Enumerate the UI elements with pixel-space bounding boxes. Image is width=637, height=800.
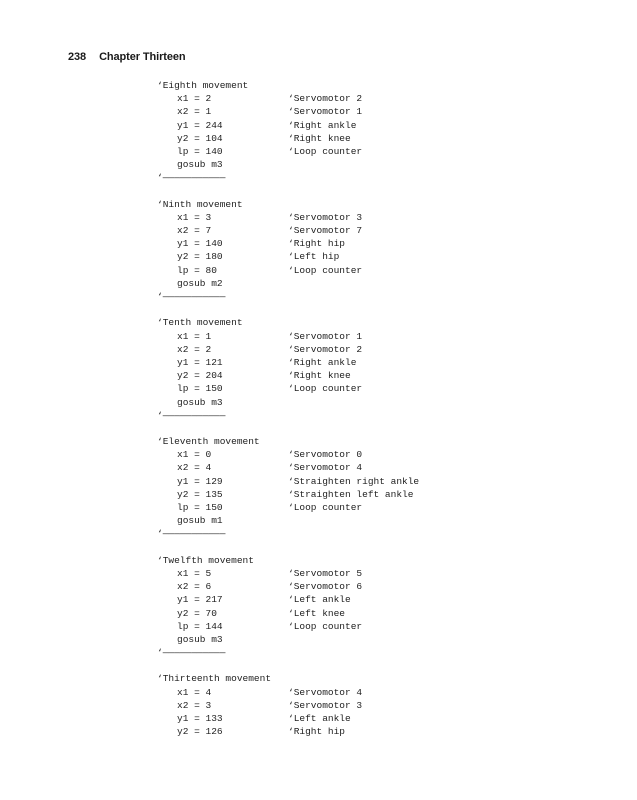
code-statement: lp = 144 (177, 620, 223, 632)
code-comment: ‘Right ankle (288, 119, 357, 131)
code-comment: ‘Loop counter (288, 620, 363, 632)
code-comment: ‘Servomotor 4 (288, 686, 363, 698)
code-comment: ‘Right hip (288, 726, 346, 738)
code-comment: ‘Left ankle (288, 594, 351, 606)
chapter-title: Chapter Thirteen (99, 51, 186, 63)
code-statement: x2 = 7 (177, 225, 212, 237)
movement-title: ‘Eleventh movement (157, 436, 260, 448)
code-comment: ‘Left ankle (288, 713, 351, 724)
code-statement: y1 = 129 (177, 475, 223, 487)
code-comment: ‘Servomotor 5 (288, 567, 363, 579)
code-comment: ‘Servomotor 3 (288, 211, 363, 223)
code-statement: x1 = 0 (177, 449, 212, 461)
code-comment: ‘Right knee (288, 132, 351, 144)
movement-title: ‘Ninth movement (157, 198, 243, 210)
code-statement: x1 = 4 (177, 686, 212, 698)
code-comment: ‘Loop counter (288, 502, 363, 513)
code-statement: y1 = 121 (177, 356, 223, 368)
code-comment: ‘Left hip (288, 251, 340, 263)
code-statement: x2 = 3 (177, 699, 212, 711)
code-statement: gosub m3 (177, 159, 223, 171)
separator-line: ‘——————————— (157, 172, 226, 184)
code-statement: x1 = 3 (177, 211, 212, 223)
code-statement: y1 = 217 (177, 594, 223, 606)
page-number: 238 (68, 51, 87, 63)
code-statement: y1 = 140 (177, 238, 223, 250)
code-statement: x1 = 2 (177, 93, 212, 105)
code-statement: y1 = 244 (177, 119, 223, 131)
page-header (68, 51, 185, 63)
code-statement: x2 = 4 (177, 462, 212, 474)
code-statement: y2 = 70 (177, 607, 217, 619)
movement-title: ‘Twelfth movement (157, 554, 254, 566)
movement-title: ‘Thirteenth movement (157, 673, 272, 685)
code-comment: ‘Servomotor 0 (288, 449, 363, 461)
code-statement: gosub m3 (177, 633, 223, 645)
code-statement: lp = 150 (177, 502, 223, 513)
separator-line: ‘——————————— (157, 528, 226, 540)
code-comment: ‘Loop counter (288, 264, 363, 276)
code-comment: ‘Straighten left ankle (288, 488, 414, 500)
code-statement: y2 = 126 (177, 726, 223, 738)
code-comment: ‘Straighten right ankle (288, 475, 420, 487)
movement-title: ‘Eighth movement (157, 80, 249, 91)
separator-line: ‘——————————— (157, 291, 226, 302)
code-statement: x1 = 1 (177, 330, 212, 342)
code-statement: gosub m3 (177, 396, 223, 408)
code-statement: x2 = 1 (177, 106, 212, 118)
code-statement: y2 = 180 (177, 251, 223, 263)
code-comment: ‘Servomotor 1 (288, 106, 363, 118)
code-comment: ‘Loop counter (288, 383, 363, 395)
code-comment: ‘Servomotor 2 (288, 343, 363, 355)
code-statement: y2 = 204 (177, 370, 223, 382)
code-comment: ‘Servomotor 3 (288, 699, 363, 711)
code-comment: ‘Servomotor 4 (288, 462, 363, 474)
code-comment: ‘Servomotor 1 (288, 330, 363, 342)
code-statement: x1 = 5 (177, 567, 212, 579)
code-comment: ‘Right hip (288, 238, 346, 250)
movement-title: ‘Tenth movement (157, 317, 243, 329)
code-comment: ‘Right ankle (288, 356, 357, 368)
code-comment: ‘Servomotor 7 (288, 225, 363, 237)
code-comment: ‘Left knee (288, 607, 346, 619)
code-statement: y1 = 133 (177, 713, 223, 724)
code-statement: gosub m2 (177, 277, 223, 289)
code-statement: lp = 80 (177, 264, 217, 276)
code-comment: ‘Servomotor 2 (288, 93, 363, 105)
separator-line: ‘——————————— (157, 647, 226, 659)
code-statement: lp = 150 (177, 383, 223, 395)
code-statement: x2 = 2 (177, 343, 212, 355)
separator-line: ‘——————————— (157, 409, 226, 421)
code-comment: ‘Loop counter (288, 145, 363, 157)
code-comment: ‘Servomotor 6 (288, 581, 363, 593)
code-statement: x2 = 6 (177, 581, 212, 593)
code-statement: gosub m1 (177, 515, 223, 527)
code-statement: y2 = 104 (177, 132, 223, 144)
code-statement: y2 = 135 (177, 488, 223, 500)
code-comment: ‘Right knee (288, 370, 351, 382)
code-statement: lp = 140 (177, 145, 223, 157)
